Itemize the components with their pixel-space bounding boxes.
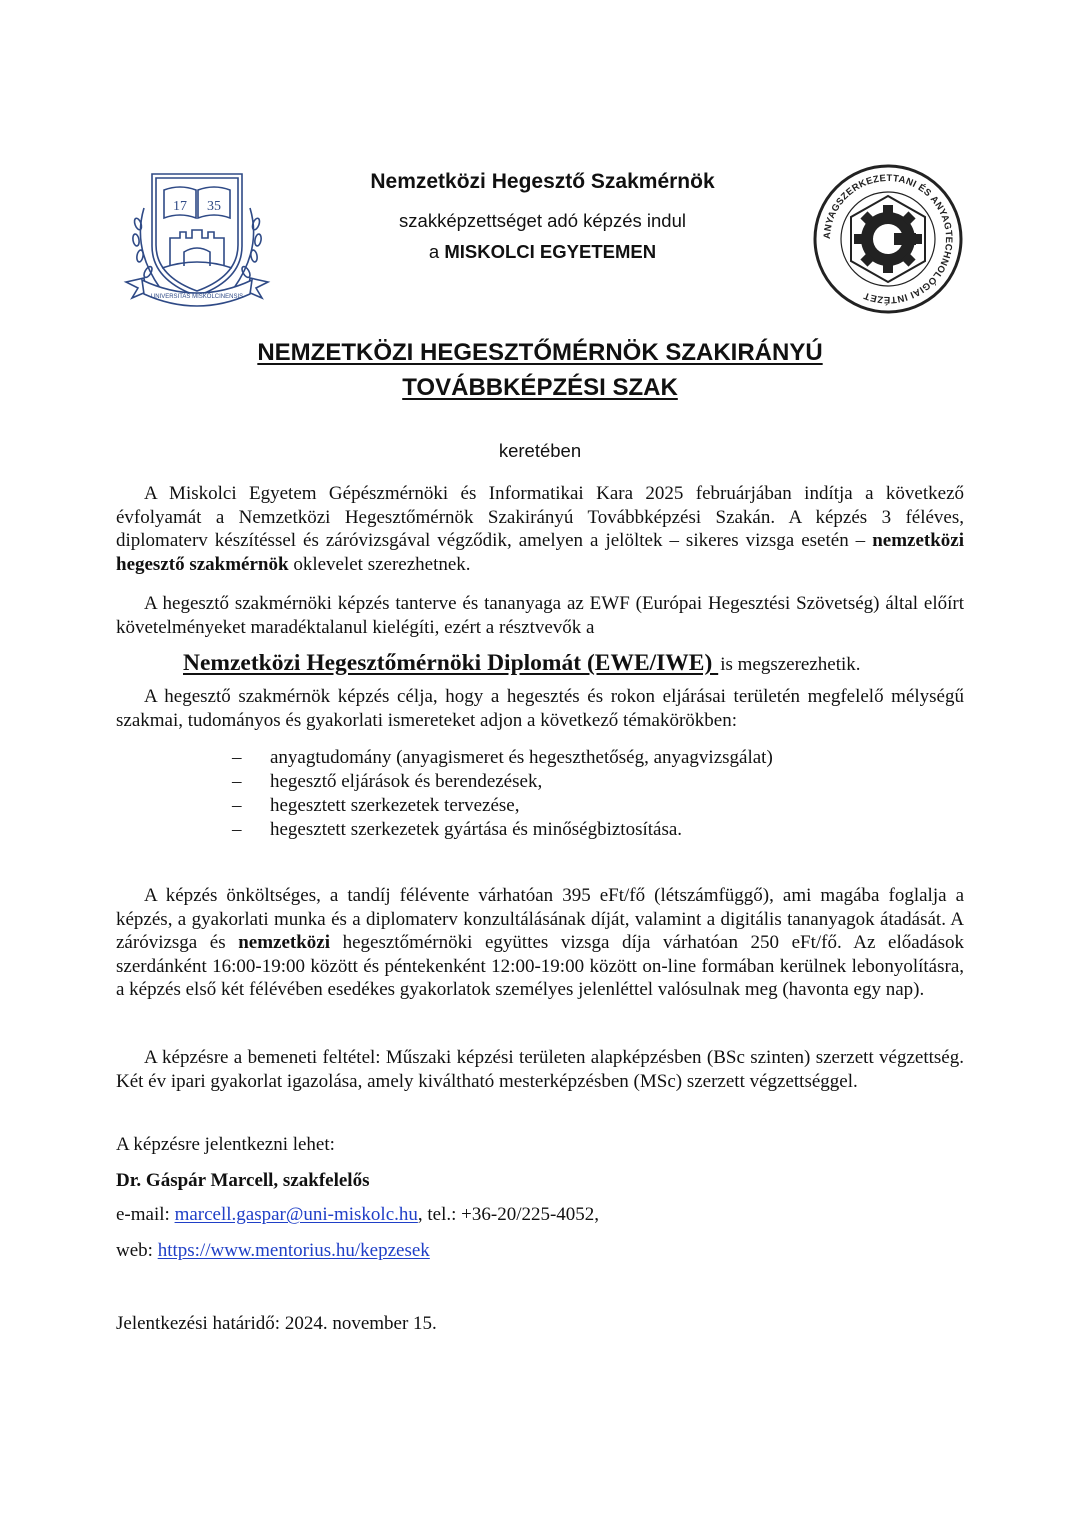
seal-ring-textpath: ANYAGSZERKEZETTANI ÉS ANYAGTECHNOLÓGIAI INTÉZET (821, 172, 955, 306)
email-link[interactable]: marcell.gaspar@uni-miskolc.hu (174, 1204, 418, 1225)
email-label: e-mail: (116, 1204, 175, 1225)
main-title (100, 335, 980, 405)
header-line-2: szakképzettséget adó képzés indul (399, 210, 686, 231)
crest-year-left: 17 (173, 199, 187, 214)
contact-name: Dr. Gáspár Marcell, szakfelelős (116, 1170, 370, 1191)
list-item-text: hegesztő eljárások és berendezések, (270, 771, 543, 792)
list-item (232, 746, 932, 770)
crest-year-right: 35 (207, 199, 221, 214)
header-line-3-prefix: a (428, 241, 445, 262)
web-link[interactable]: https://www.mentorius.hu/kepzesek (157, 1240, 430, 1261)
header-line-3 (270, 241, 815, 263)
list-item (232, 770, 932, 794)
phone-text: , tel.: +36-20/225-4052, (417, 1204, 600, 1225)
list-item-text: hegesztett szerkezetek tervezése, (270, 795, 520, 816)
deadline-line: Jelentkezési határidő: 2024. november 15. (116, 1313, 437, 1334)
topic-list (232, 746, 932, 842)
email-line (116, 1204, 599, 1226)
list-item (232, 818, 932, 842)
fee-paragraph (116, 884, 964, 1002)
main-title-line-2: TOVÁBBKÉPZÉSI SZAK (402, 374, 678, 401)
crest-ribbon-text: UNIVERSITAS MISKOLCINENSIS (150, 294, 244, 300)
list-item-text: anyagtudomány (anyagismeret és hegeszthetőség, anyagvizsgálat) (270, 747, 773, 768)
intro-text-b: oklevelet szerezhetnek. (288, 553, 471, 575)
institute-gear-seal-logo (812, 163, 964, 315)
goal-paragraph: A hegesztő szakmérnök képzés célja, hogy a hegesztés és rokon eljárásai területén megfelelő mélységű szakmai, tudományos és gyakorlati ismereteket adjon a következő témakörökben: (116, 686, 964, 731)
list-item-text: hegesztett szerkezetek gyártása és minőségbiztosítása. (270, 819, 683, 840)
diploma-tail: is megszerezhetik. (720, 654, 861, 675)
diploma-line (183, 650, 861, 677)
intro-bold: nemzetközi hegesztő szakmérnök (116, 530, 964, 575)
intro-text-a: A Miskolci Egyetem Gépészmérnöki és Informatikai Kara 2025 februárjában indítja a következő évfolyamát a Nemzetközi Hegesztőmérnök Szakirányú Továbbképzési Szakán. A képzés 3 féléves, diplomaterv készítéssel és záróvizsgával végződik, amelyen a jelöltek – sikeres vizsga esetén – (116, 483, 964, 551)
list-dash: – (232, 819, 242, 840)
main-title-line-1: NEMZETKÖZI HEGESZTŐMÉRNÖK SZAKIRÁNYÚ (257, 339, 823, 366)
header-line-1: Nemzetközi Hegesztő Szakmérnök (370, 170, 715, 193)
intro-paragraph (116, 482, 964, 576)
subtitle: keretében (498, 440, 582, 461)
apply-line: A képzésre jelentkezni lehet: (116, 1134, 335, 1155)
list-dash: – (232, 795, 242, 816)
web-line (116, 1240, 430, 1262)
list-dash: – (232, 771, 242, 792)
list-item (232, 794, 932, 818)
list-dash: – (232, 747, 242, 768)
fee-text-b: hegesztőmérnöki együttes vizsga díja várhatóan 250 eFt/fő. Az előadások szerdánként 16:00-19:00 között és péntekenként 12:00-19:00 között on-line formában kerülnek lebonyolításra, a képzés első két félévében esedékes gyakorlatok személyes jelenléttel valósulnak meg (havonta egy nap). (116, 932, 964, 1000)
ewf-paragraph: A hegesztő szakmérnöki képzés tanterve és tananyaga az EWF (Európai Hegesztési Szövetség) által előírt követelményeket maradéktalanul kielégíti, ezért a résztvevők a (116, 593, 964, 638)
fee-text-a: A képzés önköltséges, a tandíj félévente várhatóan 395 eFt/fő (létszámfüggő), ami magába foglalja a képzés, a gyakorlati munka és a diplomaterv konzultálásának díját, valamint a digitális tananyagok átadását. A záróvizsga és (116, 885, 964, 953)
university-crest-logo (122, 168, 272, 314)
diploma-title: Nemzetközi Hegesztőmérnöki Diplomát (EWE/IWE) (183, 650, 719, 676)
fee-bold: nemzetközi (238, 932, 331, 953)
web-label: web: (116, 1240, 158, 1261)
header-line-3-bold: MISKOLCI EGYETEMEN (444, 241, 657, 262)
requirements-paragraph: A képzésre a bemeneti feltétel: Műszaki képzési területen alapképzésben (BSc szinten) szerzett végzettség. Két év ipari gyakorlat igazolása, amely kiváltható mesterképzésben (MSc) szerzett végzettséggel. (116, 1047, 964, 1092)
